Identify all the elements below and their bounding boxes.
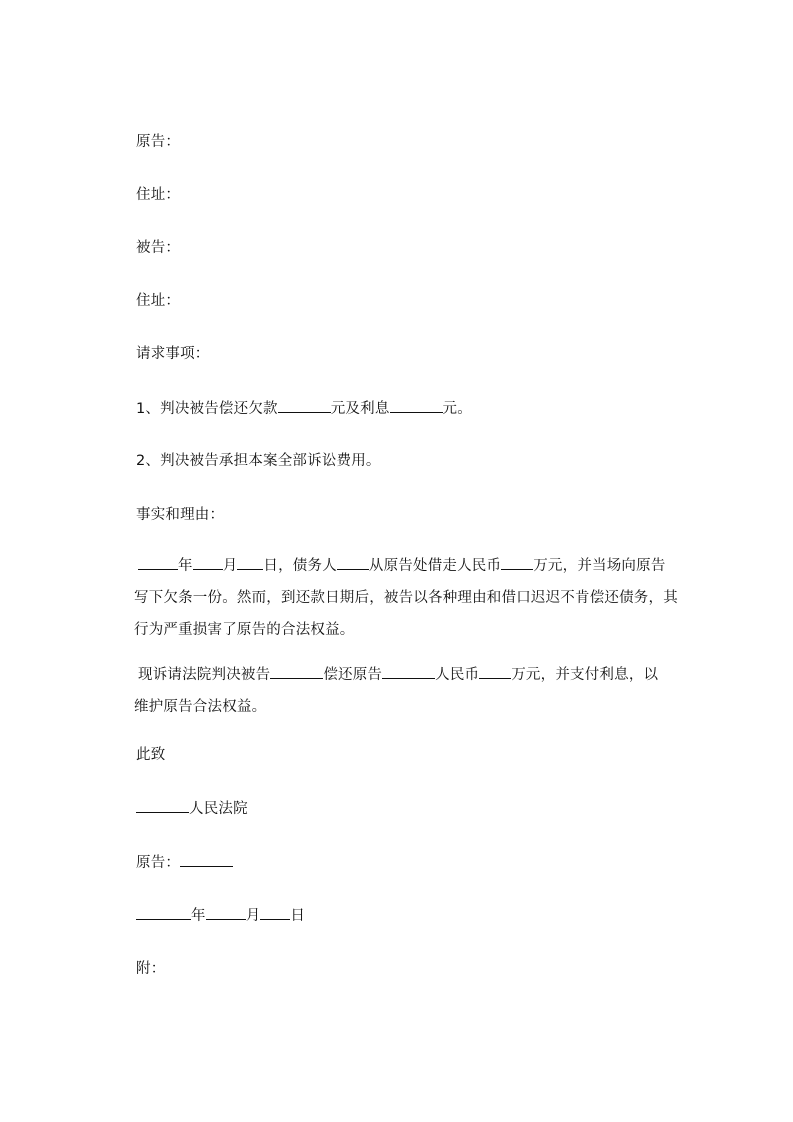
facts-heading: 事实和理由： xyxy=(136,507,225,523)
blank-date-year xyxy=(136,905,191,920)
date-line: 年 月 日 xyxy=(136,905,305,926)
claim-1: 1、判决被告偿还欠款 元及利息 元。 xyxy=(136,398,472,419)
blank-signature xyxy=(180,852,233,867)
defendant-address-label: 住址： xyxy=(136,293,181,309)
claim-2: 2、判决被告承担本案全部诉讼费用。 xyxy=(136,453,381,469)
blank-day xyxy=(237,555,263,570)
closing: 此致 xyxy=(136,747,166,763)
plaintiff-address-label: 住址： xyxy=(136,187,181,203)
claims-heading: 请求事项： xyxy=(136,346,210,362)
blank-date-day xyxy=(260,905,290,920)
blank-plaintiff-name xyxy=(382,664,435,679)
blank-amount xyxy=(501,555,533,570)
signature-line: 原告： xyxy=(136,852,233,873)
defendant-label: 被告： xyxy=(136,240,181,256)
blank-month xyxy=(193,555,223,570)
court-line: 人民法院 xyxy=(136,798,248,819)
blank-debtor xyxy=(337,555,369,570)
blank-interest-amount xyxy=(390,398,443,413)
attachment-label: 附： xyxy=(136,961,166,977)
blank-date-month xyxy=(206,905,246,920)
blank-defendant-name xyxy=(270,664,323,679)
blank-loan-amount xyxy=(278,398,331,413)
blank-year xyxy=(138,555,178,570)
facts-paragraph: 年 月 日，债务人 从原告处借走人民币 万元，并当场向原告 写下欠条一份。然而，到还款日期后，被告以各种理由和借口迟迟不肯偿还债务，其 行为严重损害了原告的合法权益。 xyxy=(136,550,706,646)
plaintiff-label: 原告： xyxy=(136,134,181,150)
request-paragraph: 现诉请法院判决被告 偿还原告 人民币 万元，并支付利息，以 维护原告合法权益。 xyxy=(136,659,706,723)
blank-court-name xyxy=(136,798,189,813)
blank-request-amount xyxy=(479,664,511,679)
